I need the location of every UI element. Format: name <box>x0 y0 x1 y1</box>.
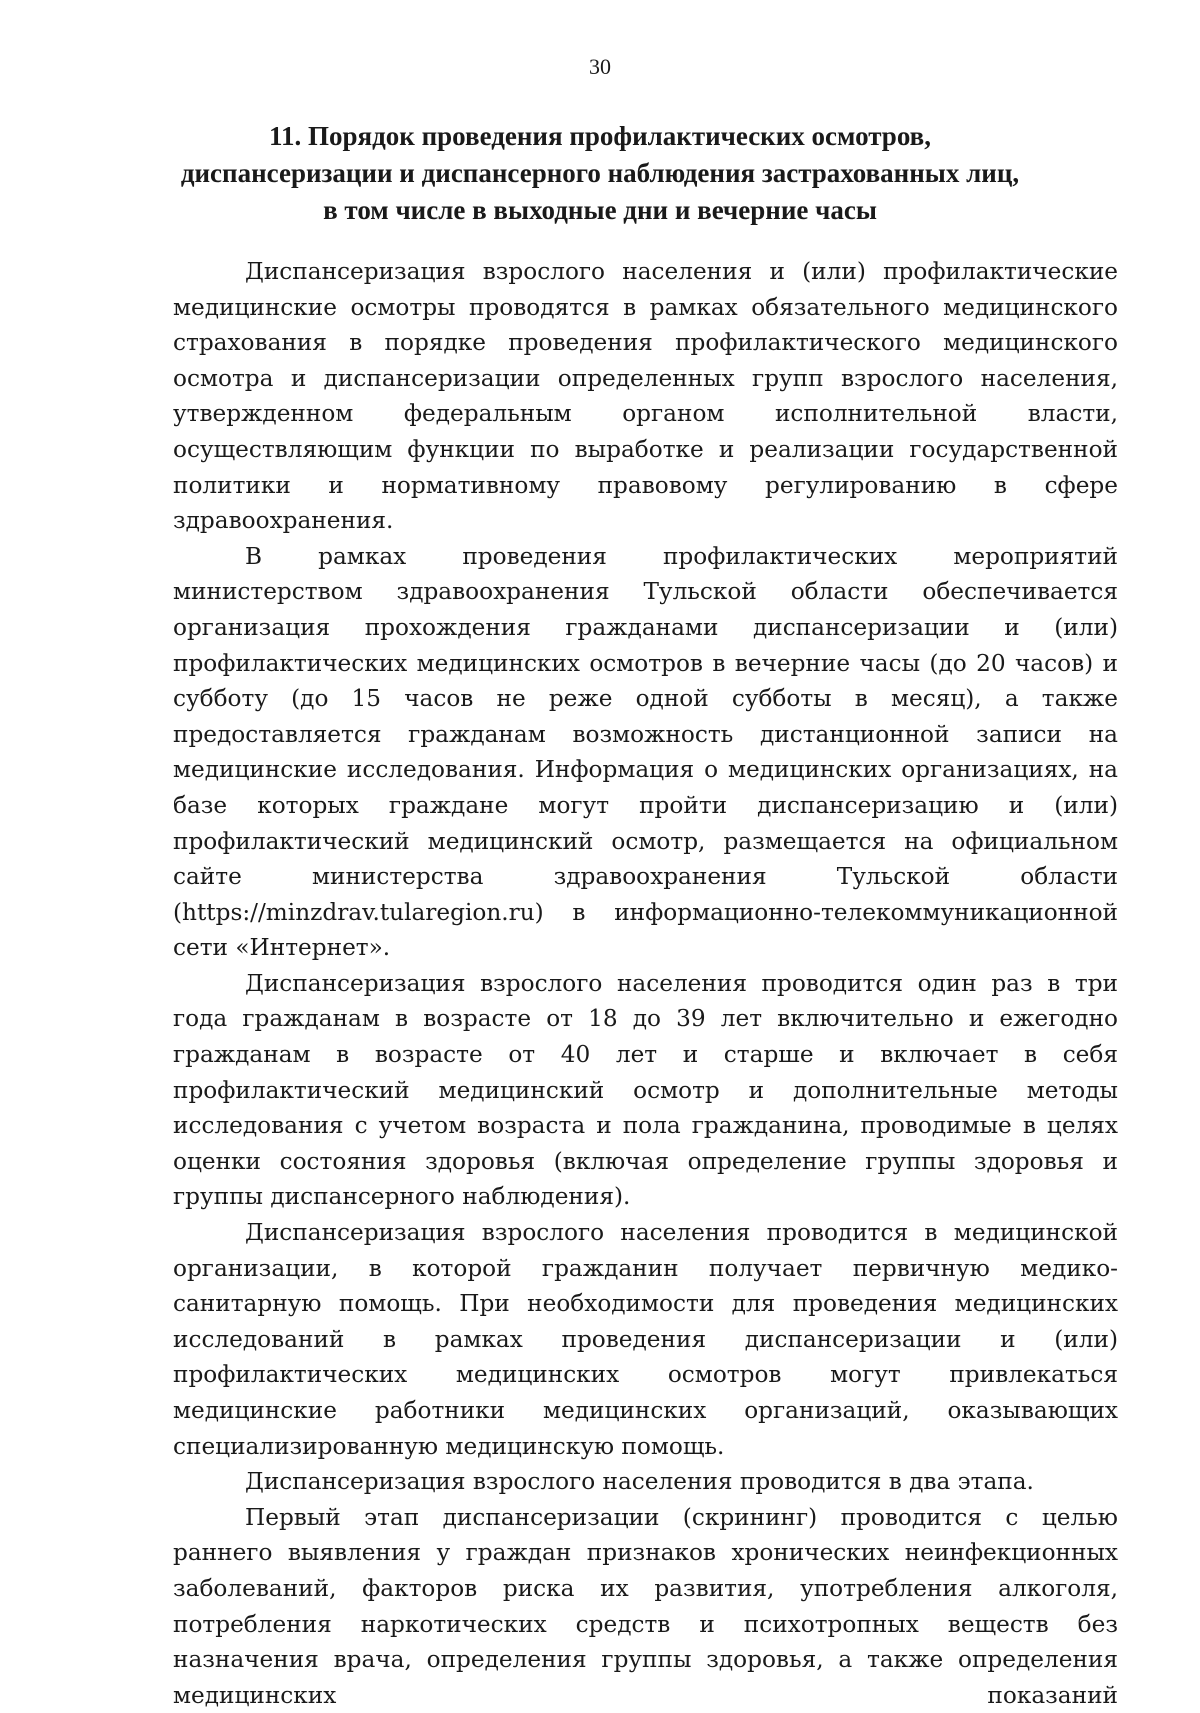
document-body <box>173 254 1118 1713</box>
page-number: 30 <box>589 54 611 79</box>
section-heading-line: 11. Порядок проведения профилактических осмотров, <box>269 121 931 151</box>
paragraph: Диспансеризация взрослого населения и (или) профилактические медицинские осмотры проводятся в рамках обязательного медицинского страхования в порядке проведения профилактического медицинского осмотра и диспансеризации определенных групп взрослого населения, утвержденном федеральным органом исполнительной власти, осуществляющим функции по выработке и реализации государственной политики и нормативному правовому регулированию в сфере здравоохранения. <box>173 258 1118 535</box>
paragraph: Первый этап диспансеризации (скрининг) проводится с целью раннего выявления у граждан признаков хронических неинфекционных заболеваний, факторов риска их развития, употребления алкоголя, потребления наркотических средств и психотропных веществ без назначения врача, определения группы здоровья, а также определения медицинских показаний <box>173 1503 1118 1709</box>
paragraph: Диспансеризация взрослого населения проводится один раз в три года гражданам в возрасте от 18 до 39 лет включительно и ежегодно гражданам в возрасте от 40 лет и старше и включает в себя профилактический медицинский осмотр и дополнительные методы исследования с учетом возраста и пола гражданина, проводимые в целях оценки состояния здоровья (включая определение группы здоровья и группы диспансерного наблюдения). <box>173 969 1118 1211</box>
paragraph: В рамках проведения профилактических мероприятий министерством здравоохранения Тульской области обеспечивается организация прохождения гражданами диспансеризации и (или) профилактических медицинских осмотров в вечерние часы (до 20 часов) и субботу (до 15 часов не реже одной субботы в месяц), а также предоставляется гражданам возможность дистанционной записи на медицинские исследования. Информация о медицинских организациях, на базе которых граждане могут пройти диспансеризацию и (или) профилактический медицинский осмотр, размещается на официальном сайте министерства здравоохранения Тульской области (https://minzdrav.tularegion.ru) в информационно-телекоммуникационной сети «Интернет». <box>173 542 1118 962</box>
section-heading <box>150 118 1050 229</box>
section-heading-line: в том числе в выходные дни и вечерние часы <box>323 195 877 225</box>
paragraph: Диспансеризация взрослого населения проводится в медицинской организации, в которой гражданин получает первичную медико-санитарную помощь. При необходимости для проведения медицинских исследований в рамках проведения диспансеризации и (или) профилактических медицинских осмотров могут привлекаться медицинские работники медицинских организаций, оказывающих специализированную медицинскую помощь. <box>173 1219 1118 1460</box>
paragraph: Диспансеризация взрослого населения проводится в два этапа. <box>245 1468 1034 1496</box>
section-heading-line: диспансеризации и диспансерного наблюдения застрахованных лиц, <box>180 158 1020 188</box>
